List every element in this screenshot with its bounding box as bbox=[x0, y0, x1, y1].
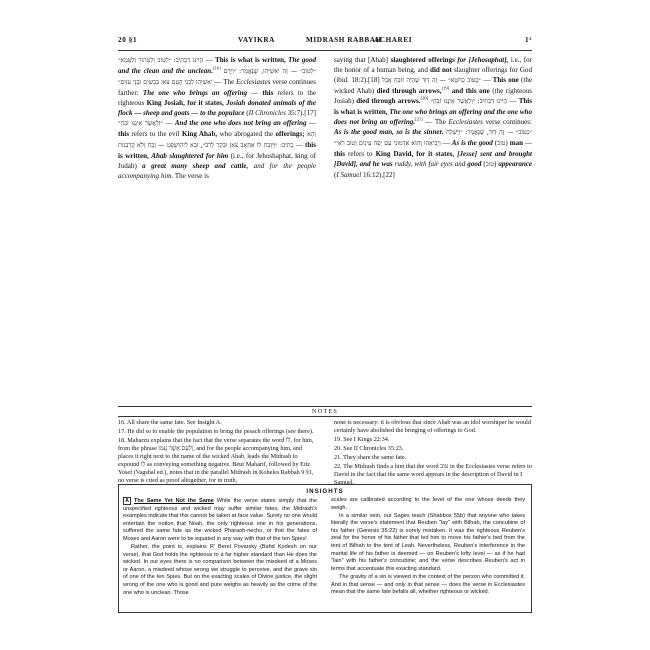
text-run: — bbox=[509, 97, 519, 105]
text-run: — bbox=[247, 89, 263, 97]
bold-text: King David, bbox=[375, 150, 414, 158]
bold-text: slaughtered offerings bbox=[390, 56, 458, 64]
bold-italic-run: As is the good man, so is the sinner. bbox=[334, 128, 444, 136]
bold-italic-text bbox=[175, 119, 307, 127]
note-18-cont: none is necessary: it is obvious that since Ahab was an idol worshiper he would certainly have abolished the bringing of offerings to God. bbox=[334, 419, 531, 434]
hebrew-text: טוב bbox=[497, 140, 506, 147]
text-run: saying that [Ahab] bbox=[334, 56, 391, 64]
bold-text: This is what is written, bbox=[334, 97, 533, 116]
bold-italic-text bbox=[151, 152, 228, 160]
italic-text: and for the people accompanying him. bbox=[118, 162, 316, 180]
notes-title: NOTES bbox=[118, 406, 532, 417]
bold-italic-run: for [Jehosaphat], bbox=[457, 56, 509, 64]
text-run: — bbox=[295, 141, 306, 149]
main-paragraph-right bbox=[334, 55, 532, 180]
hebrew-text: הֲיִינוּ דִכְתִיב: ״וְלַאֲשֶׁר אֵינֶנּוּ זֹבֵחַ״ bbox=[428, 98, 510, 105]
page-number-section: 20 §1 bbox=[118, 36, 138, 44]
text-run: verse continues: bbox=[482, 118, 532, 126]
bold-italic-text bbox=[452, 139, 493, 147]
text-run: — bbox=[523, 139, 533, 147]
bold-text: did not bbox=[430, 66, 452, 74]
notes-column-right bbox=[334, 419, 532, 488]
text-run: — bbox=[205, 56, 216, 64]
bold-text: this is written, bbox=[118, 141, 316, 160]
bold-italic-run: And the one who does not bring an offering bbox=[174, 119, 307, 127]
bold-italic-run: [Jesse] sent and brought [David], and he was bbox=[334, 150, 532, 168]
bold-text: and this one bbox=[451, 87, 490, 95]
insights-title: INSIGHTS bbox=[306, 488, 344, 495]
note-20: 20. See II Chronicles 35:23. bbox=[334, 445, 404, 452]
italic-text: Ecclesiastes bbox=[236, 78, 271, 86]
footnote-marker: [20] bbox=[420, 95, 429, 101]
hebrew-text: ״לַטּוֹב״ — זֶה יֹאשִׁיָּהוּ, שֶׁנֶּאֱמַר: ״וַיָּרֶם יֹאשִׁיָּהוּ לִבְנֵי הָעָם צֹאן כְּבָשִׂים וּבְנֵי עִזִּים״ bbox=[118, 68, 316, 86]
bold-italic-run: good bbox=[467, 160, 482, 168]
note-16: 16. All share the same fate. See Insight A. bbox=[118, 419, 222, 426]
text-run: — bbox=[306, 119, 317, 127]
note-17: 17. He did so to enable the population to bring the pesach offerings (see there). bbox=[118, 428, 314, 435]
note-19: 19. See I Kings 22:34. bbox=[334, 436, 390, 443]
text-run: ( bbox=[481, 160, 486, 168]
hebrew-text: ״כַּטּוֹב כַּחֹטֶא״ — זֶה דָּוִד שֶׁהָיָה זוֹבֵחַ אֲבָל bbox=[381, 77, 484, 84]
text-run: (the wicked Ahab) bbox=[334, 76, 532, 95]
insights-column-right bbox=[331, 497, 525, 597]
bold-italic-run: The one who brings an offering bbox=[142, 89, 248, 97]
note-22: 22. The Midrash finds a hint that the word טוב in the Ecclesiastes verse refers to David in the fact that the same word appears in the description of David in I Samuel. bbox=[334, 463, 532, 486]
text-run: (the righteous Josiah) bbox=[334, 87, 532, 105]
main-text bbox=[118, 55, 532, 255]
text-run: i.e., for the honor of a human being, and bbox=[334, 56, 532, 74]
italic-text: II Chronicles bbox=[248, 109, 286, 117]
hebrew-text: טוב bbox=[485, 161, 495, 168]
insight-label-badge: A bbox=[123, 497, 131, 505]
notes-columns bbox=[118, 419, 532, 486]
bold-italic-run: The good and the clean and the unclean. bbox=[118, 56, 316, 75]
running-header bbox=[118, 36, 532, 48]
insight-heading: The Same Yet Not the Same bbox=[133, 498, 214, 504]
bold-italic-run: Josiah donated animals of the flock — sheep and goats — to the populace bbox=[118, 99, 316, 117]
text-run: — bbox=[442, 139, 452, 147]
header-rule bbox=[118, 50, 532, 51]
notes-section bbox=[118, 406, 532, 486]
italic-text: I Samuel bbox=[336, 171, 362, 179]
main-column-left bbox=[118, 55, 316, 181]
portion-title: ACHAREI bbox=[374, 36, 413, 44]
insights-box bbox=[118, 484, 532, 613]
bold-text: for it states, bbox=[416, 150, 458, 158]
bold-italic-run: appearance bbox=[498, 160, 533, 168]
text-run: ) bbox=[494, 160, 499, 168]
bold-text: died through arrows, bbox=[376, 87, 442, 95]
bold-italic-text bbox=[467, 160, 481, 168]
bold-text: offerings; bbox=[275, 130, 305, 138]
text-run: — bbox=[165, 119, 175, 127]
text-run: verse continues farther: bbox=[118, 78, 316, 97]
footnote-marker: [21] bbox=[415, 116, 423, 122]
hebrew-text: ״וְלַאֲשֶׁר אֵינֶנּוּ זֹבֵחַ״ bbox=[118, 120, 166, 127]
text-run: ( bbox=[492, 139, 498, 147]
folio-number: 1² bbox=[525, 36, 532, 44]
bold-text: This is what is written, bbox=[215, 56, 289, 64]
text-run: — The bbox=[214, 78, 237, 86]
text-run: 35:7).[17] bbox=[285, 109, 317, 117]
text-run: The verse is bbox=[173, 172, 209, 180]
hebrew-text: וְהָא כְתִיב: ״וַיִּזְבַּח לוֹ אַחְאָב צֹאן וּבָקָר לָרֹב״, וּבָא לִיהוֹשָׁפָט — זֶבַח וְלֹא קָרְבָּנוֹת bbox=[118, 131, 317, 149]
insight-paragraph: In a similar vein, our Sages teach (Shabbos 55b) that anyone who takes literally the verse's statement that Reuben "lay" with Bilhah, the concubine of his father (Genesis 35:22) is sorely mistaken. It was the righteous Reuben's zeal for the honor of his father that led him to move his father's bed from the tent of Bilhah to the tent of Leah. Nevertheless, Reuben's interference in the marital life of his father is deemed — on Reuben's lofty level — as if he had "lain" with his father's concubine; and the verse describes Reuben's act in terms that accentuate this exacting standard. bbox=[331, 512, 525, 572]
bold-text: man bbox=[509, 139, 524, 147]
bold-text: King Josiah, bbox=[146, 99, 185, 107]
bold-italic-text bbox=[143, 89, 247, 97]
text-run: 16:12).[22] bbox=[361, 171, 395, 179]
book-title: VAYIKRA bbox=[238, 36, 275, 44]
bold-text: this bbox=[334, 150, 345, 158]
bold-italic-run: a great many sheep and cattle, bbox=[142, 162, 249, 170]
bold-text: died through arrows. bbox=[356, 97, 421, 105]
bold-text: This one bbox=[492, 76, 519, 84]
text-run: — bbox=[483, 76, 493, 84]
text-run: who abrogated the bbox=[217, 130, 276, 138]
bold-italic-run: The one who brings an offering and the one who does not bring an offering. bbox=[334, 108, 532, 126]
text-run: refers to the righteous bbox=[118, 89, 316, 107]
work-title: MIDRASH RABBAH bbox=[306, 36, 382, 44]
page-body bbox=[118, 36, 532, 255]
text-run: ( bbox=[244, 109, 249, 117]
notes-column-left bbox=[118, 419, 316, 486]
footnote-marker: [16] bbox=[212, 65, 221, 71]
hebrew-text: ״כַּטּוֹב״ — זֶה דָּוִד, שֶׁנֶּאֱמַר: ״וַיִּשְׁלַח וַיְבִיאֵהוּ וְהוּא אַדְמוֹנִי עִם יְפֵה עֵינַיִם וְטוֹב רֹאִי״ bbox=[334, 129, 533, 147]
insights-column-left bbox=[123, 497, 317, 598]
insight-paragraph: scales are calibrated according to the level of the one whose deeds they weigh. bbox=[331, 497, 525, 511]
bold-text: King Ahab, bbox=[181, 130, 218, 138]
bold-italic-run: As is the good bbox=[451, 139, 493, 147]
text-run: slaughter offerings for God (ibid. 18:2).[18] bbox=[334, 66, 532, 84]
main-column-right bbox=[334, 55, 532, 180]
hebrew-text: הֲיִינוּ דִכְתִיב: ״לַטּוֹב וְלַטָּהוֹר וְלַטָּמֵא״ bbox=[118, 57, 206, 64]
bold-text: this bbox=[118, 130, 129, 138]
note-18: 18. Maharzu explains that the fact that the verse separates the word לו, for him, from the phrase וְלָעָם אֲשֶׁר עִמּוֹ, and for the people accompanying him, and places it right next to the name of the wicked Ahab, leads the Midrash to expound לו as conveying something negative. Beur Maharif, followed by Eitz Yosef (Vagshal ed.), notes that in the parallel Midrash in Koheles Rabbah 9 §1, no verse is cited as proof altogether, for in truth, bbox=[118, 437, 314, 484]
insight-paragraph: Rather, the point is, explains R' Berel Povarsky (Bahd Kodesh on our verse), that God holds the righteous to a far higher standard than He does the wicked. In our eyes there is no comparison between the misdeed of a Moses or Aaron, a misdeed whose wrong we struggle to perceive, and the grave sin of one of the ten Spies. But on the exacting scales of Divine justice, the slight wrong of the one who is good and pure weighs as heavily as the crime of the one who is unclean. Those bbox=[123, 544, 317, 596]
bold-italic-text bbox=[142, 162, 248, 170]
bold-text: this bbox=[262, 89, 274, 97]
insight-paragraph: The gravity of a sin is viewed in the context of the person who committed it. And in that sense — and only in that sense — does the verse in Ecclesiastes mean that the same fate befalls all, whether righteous or wicked. bbox=[331, 573, 525, 596]
italic-text: ruddy, with fair eyes and bbox=[394, 160, 468, 168]
bold-italic-text bbox=[498, 160, 532, 168]
text-run: refers to bbox=[344, 150, 376, 158]
text-run: refers to the evil bbox=[128, 130, 182, 138]
text-run: — The bbox=[422, 118, 449, 126]
text-run: (i.e., for Jehoshaphat, king of Judah) bbox=[118, 152, 316, 170]
bold-italic-text bbox=[457, 56, 508, 64]
text-run: ) bbox=[505, 139, 510, 147]
note-21: 21. They share the same fate. bbox=[334, 454, 407, 461]
italic-text: Ecclesiastes bbox=[448, 118, 483, 126]
text-run: ( bbox=[334, 171, 337, 179]
footnote-marker: [19] bbox=[441, 85, 450, 91]
bold-italic-run: Ahab slaughtered for him bbox=[151, 152, 229, 160]
bold-text: for it states, bbox=[187, 99, 227, 107]
main-paragraph-left bbox=[118, 55, 316, 181]
insight-text: While the verse states simply that the unspecified righteous and wicked may suffer similar fates, the Midrash's examples indicate that this cannot be taken at face value. Surely no one would entertain the notion that Noah, the only righteous one in his generations, suffered the same fate as the wicked Pharaoh-necho, or that the fates of Moses and Aaron were to be equated in any way with that of the ten Spies! bbox=[123, 498, 317, 542]
bold-italic-text bbox=[334, 128, 444, 136]
insight-paragraph bbox=[123, 497, 317, 544]
